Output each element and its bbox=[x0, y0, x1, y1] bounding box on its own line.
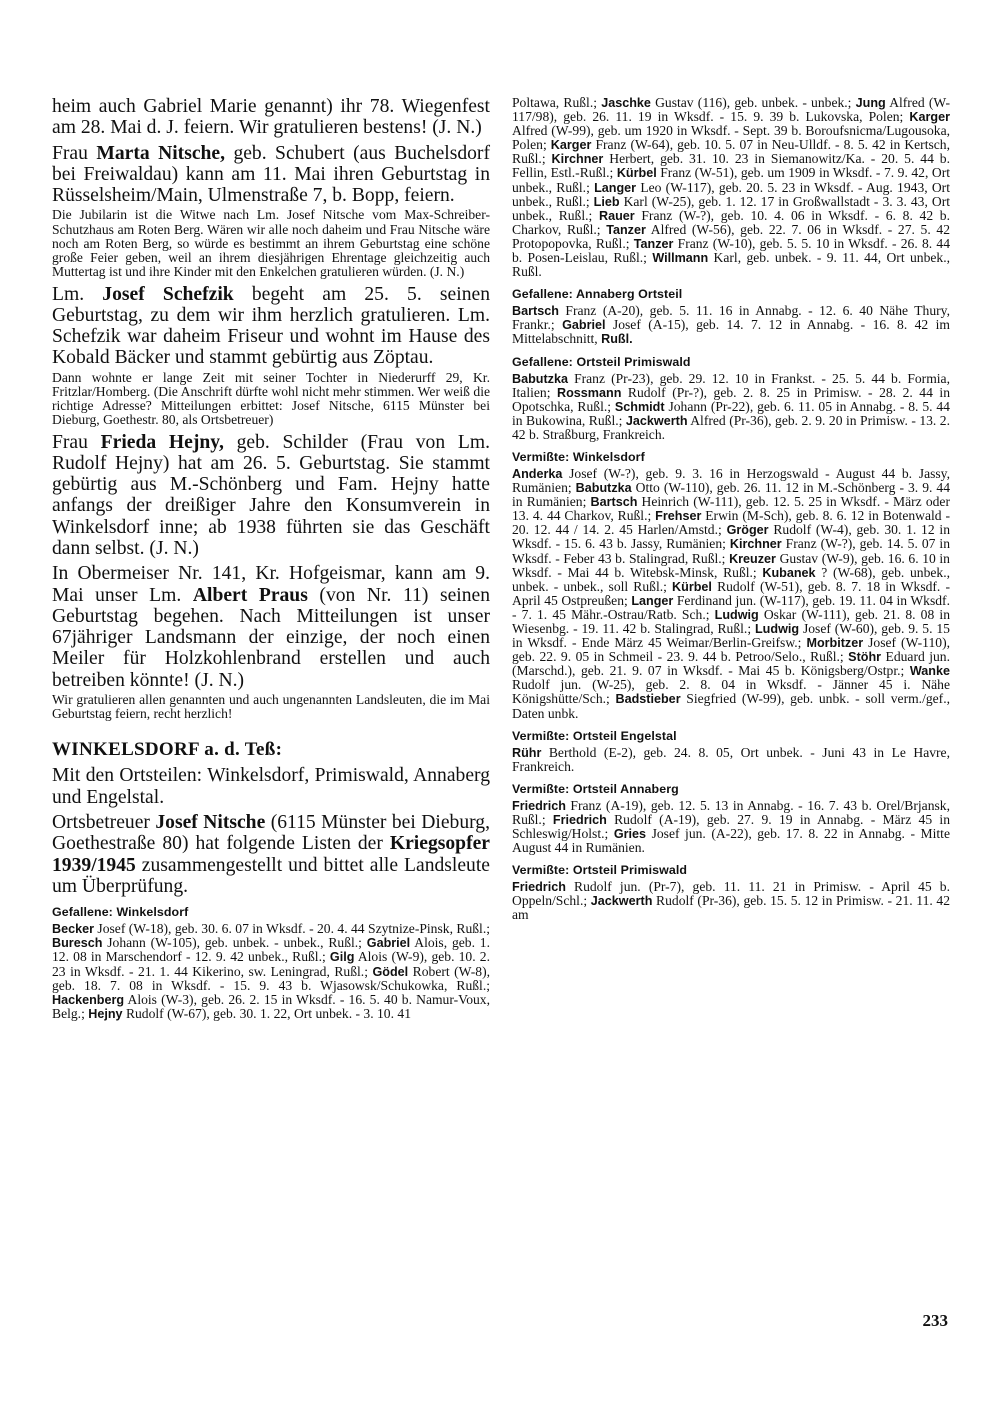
entry-details: Siegfried (W-99), geb. unbk. - soll verm./gef., Daten unbk. bbox=[512, 691, 950, 721]
entry-name: Wanke bbox=[909, 664, 950, 679]
entry-name: Buresch bbox=[52, 936, 103, 951]
entry-name: Schmidt bbox=[614, 399, 665, 414]
entry-details: Robert (W-8), geb. 18. 7. 08 in Wksdf. - 15. 9. 43 b. Wjasowsk/Schukowka, Rußl.; bbox=[52, 963, 491, 993]
entry-name: Anderka bbox=[512, 466, 563, 481]
ortsbetreuer-suffix: zusammengestellt und bittet alle Landsleute um Überprüfung. bbox=[52, 854, 490, 897]
entry-details: Alfred (W-117/98), geb. 26. 11. 19 in Wksdf. - 15. 9. 39 b. Lukovska, Polen; bbox=[512, 95, 950, 125]
ortsbetreuer-mid: (6115 Münster bei Dieburg, Goethestraße 80) hat folgende Listen der bbox=[52, 812, 490, 855]
entry-name: Stöhr bbox=[848, 650, 882, 665]
schefzik-name: Josef Schefzik bbox=[102, 283, 234, 305]
heading-gefallene-annaberg: Gefallene: Annaberg Ortsteil bbox=[512, 287, 683, 302]
schefzik-text: begeht am 25. 5. seinen Geburtstag, zu dem wir ihm herzlich gratulieren. Lm. Schefzik war daheim Friseur und wohnt im Hause des Kobald Bäcker und stammt gebürtig aus Zöptau. bbox=[52, 283, 490, 369]
entry-name: Morbitzer bbox=[806, 636, 864, 651]
intro-paragraph: heim auch Gabriel Marie genannt) ihr 78. Wiegenfest am 28. Mai d. J. feiern. Wir gratulieren bestens! (J. N.) bbox=[52, 96, 490, 139]
entry-details: Franz (A-20), geb. 5. 11. 16 in Annabg. - 12. 6. 40 Nähe Thury, Frankr.; bbox=[512, 303, 950, 333]
heading-gefallene-primiswald: Gefallene: Ortsteil Primiswald bbox=[512, 354, 691, 369]
entry-name: Hejny bbox=[88, 1006, 123, 1021]
entry-details: Berthold (E-2), geb. 24. 8. 05, Ort unbek. - Juni 43 in Le Havre, Frankreich. bbox=[512, 744, 950, 774]
entry-details: Franz (W-?), geb. 10. 4. 06 in Wksdf. - 6. 8. 42 b. Charkov, Rußl.; bbox=[512, 207, 950, 237]
praus-prefix: In Obermeiser Nr. 141, Kr. Hofgeismar, kann am 9. Mai unser Lm. bbox=[52, 563, 490, 606]
birthday-praus bbox=[52, 563, 490, 691]
entry-name: Gröger bbox=[726, 523, 769, 538]
entry-lead-text: Poltawa, Rußl.; bbox=[512, 95, 602, 110]
entry-details: Rudolf (W-67), geb. 30. 1. 22, Ort unbek. - 3. 10. 41 bbox=[122, 1005, 411, 1021]
entry-name: Kürbel bbox=[616, 166, 657, 181]
heading-vermisste-primiswald: Vermißte: Ortsteil Primiswald bbox=[512, 863, 688, 878]
entry-details: Josef (W-110), geb. 22. 9. 05 in Schmeil - 23. 9. 44 b. Petroo/Selo., Rußl.; bbox=[512, 635, 950, 665]
entry-name: Jackwerth bbox=[590, 894, 653, 909]
heading-vermisste-annaberg: Vermißte: Ortsteil Annaberg bbox=[512, 781, 679, 796]
entry-details: Otto (W-110), geb. 26. 11. 12 in M.-Schönberg - 3. 9. 44 in Rumänien; bbox=[512, 480, 950, 510]
list-vermisste-primiswald bbox=[512, 880, 950, 922]
ortsbetreuer-paragraph bbox=[52, 812, 490, 897]
entry-details: Franz (A-19), geb. 12. 5. 13 in Annabg. - 16. 7. 43 b. Orel/Brjansk, Rußl.; bbox=[512, 797, 950, 827]
entry-details: Alois, geb. 1. 12. 08 in Marschendorf - 12. 9. 42 unbek., Rußl.; bbox=[52, 935, 490, 965]
entry-name: Kirchner bbox=[551, 152, 604, 167]
schefzik-prefix: Lm. bbox=[52, 283, 103, 305]
list-vermisste-winkelsdorf bbox=[512, 467, 950, 721]
hejny-text: geb. Schilder (Frau von Lm. Rudolf Hejny) hat am 26. 5. Geburtstag. Sie stammt gebürtig aus M.-Schönberg und Fam. Hejny hatte anfangs der dreißiger Jahre den Konsumverein in Winkelsdorf inne; ab 1938 führten sie das Geschäft dann selbst. (J. N.) bbox=[52, 431, 490, 559]
entry-details: Rudolf jun. (W-25), geb. 2. 8. 04 in Wksdf. - Jänner 45 i. Nähe Königshütte/Sch.; bbox=[512, 677, 950, 707]
entry-name: Gabriel bbox=[562, 318, 606, 333]
ortsbetreuer-prefix: Ortsbetreuer bbox=[52, 812, 156, 834]
entry-name: Kubanek bbox=[762, 565, 816, 580]
section-title-winkelsdorf: WINKELSDORF a. d. Teß: bbox=[52, 739, 283, 761]
entry-name: Karger bbox=[909, 110, 950, 125]
list-gefallene-winkelsdorf bbox=[52, 922, 490, 1021]
entry-details: Franz (W-10), geb. 5. 5. 10 in Wksdf. - 26. 8. 44 b. Posen-Leislau, Rußl.; bbox=[512, 235, 950, 266]
entry-name: Babutzka bbox=[512, 371, 568, 386]
nitsche-name: Marta Nitsche, bbox=[96, 142, 226, 164]
entry-details: Franz (Pr-23), geb. 29. 12. 10 in Frankst. - 25. 5. 44 b. Formia, Italien; bbox=[512, 370, 950, 400]
entry-name: Karger bbox=[550, 138, 592, 153]
entry-details: Alois (W-9), geb. 10. 2. 23 in Wksdf. - 21. 1. 44 Kikerino, sw. Leningrad, Rußl.; bbox=[52, 949, 490, 979]
praus-name: Albert Praus bbox=[192, 584, 308, 606]
hejny-prefix: Frau bbox=[52, 431, 101, 453]
entry-details: Rudolf jun. (Pr-7), geb. 11. 11. 21 in Primisw. - April 45 b. Oppeln/Schl.; bbox=[512, 879, 950, 909]
kriegsopfer-label: Kriegsopfer 1939/1945 bbox=[52, 833, 490, 876]
list-gefallene-primiswald bbox=[512, 372, 950, 442]
entry-details: Franz (W-64), geb. 10. 5. 07 in Neu-Ulldf. - 8. 5. 42 in Kertsch, Rußl.; bbox=[512, 137, 951, 167]
entry-details: Johann (W-105), geb. unbek. - unbek., Rußl.; bbox=[102, 935, 367, 951]
entry-name: Gabriel bbox=[366, 936, 411, 951]
entry-name: Bartsch bbox=[512, 304, 559, 319]
hejny-name: Frieda Hejny, bbox=[100, 431, 224, 453]
list-vermisste-engelstal bbox=[512, 746, 950, 774]
left-column bbox=[52, 96, 490, 1021]
entry-details: Josef jun. (A-22), geb. 17. 8. 22 in Annabg. - Mitte August 44 in Rumänien. bbox=[512, 826, 950, 856]
list-gefallene-winkelsdorf-continued bbox=[512, 96, 950, 279]
list-vermisste-annaberg bbox=[512, 799, 950, 855]
list-gefallene-annaberg bbox=[512, 304, 950, 346]
entry-details: Karl (W-25), geb. 1. 12. 17 in Großwallstadt - 3. 3. 43, Ort unbek., Rußl.; bbox=[512, 193, 950, 223]
birthday-schefzik bbox=[52, 284, 490, 369]
entry-details: Oskar (W-111), geb. 21. 8. 08 in Wiesenbg. - 19. 11. 42 b. Stalingrad, Rußl.; bbox=[512, 606, 950, 636]
entry-name: Jung bbox=[855, 96, 886, 110]
ortsteile-paragraph: Mit den Ortsteilen: Winkelsdorf, Primiswald, Annaberg und Engelstal. bbox=[52, 765, 490, 808]
entry-name: Frehser bbox=[655, 509, 702, 524]
entry-details: Gustav (116), geb. unbek. - unbek.; bbox=[650, 95, 856, 110]
entry-name: Jaschke bbox=[601, 96, 651, 110]
entry-name: Gilg bbox=[329, 950, 355, 965]
nitsche-prefix: Frau bbox=[52, 142, 97, 164]
right-column bbox=[512, 96, 950, 923]
birthday-nitsche-note: Die Jubilarin ist die Witwe nach Lm. Josef Nitsche vom Max-Schreiber-Schutzhaus am Roten Berg. Wären wir alle noch daheim und Frau Nitsche wäre noch am Roten Berg, so würde es bestimmt an ihrem Geburtstag eine schöne große Feier geben, weil an ihrem diesjährigen Ehrentage gleichzeitig auch Muttertag ist und ihre Kinder mit den Enkelchen gratulieren würden. (J. N.) bbox=[52, 207, 490, 280]
entry-details: Rudolf (W-51), geb. 8. 7. 18 in Wksdf. - April 45 Ostpreußen; bbox=[512, 578, 950, 608]
entry-name: Jackwerth bbox=[625, 413, 688, 428]
entry-details: Rudolf (Pr-?), geb. 2. 8. 25 in Primisw. - 28. 2. 44 in Opotschka, Rußl.; bbox=[512, 384, 950, 414]
entry-name: Lieb bbox=[593, 194, 620, 209]
entry-name: Tanzer bbox=[606, 222, 646, 237]
entry-name: Bartsch bbox=[590, 495, 638, 510]
entry-name: Friedrich bbox=[552, 812, 607, 827]
entry-details: Alfred (Pr-36), geb. 2. 9. 20 in Primisw. - 13. 2. 42 b. Straßburg, Frankreich. bbox=[512, 412, 950, 442]
entry-details: Rudolf (Pr-36), geb. 15. 5. 12 in Primisw. - 21. 11. 42 am bbox=[512, 893, 950, 923]
entry-name: Gödel bbox=[372, 964, 409, 979]
entry-details: Josef (W-60), geb. 9. 5. 15 in Wksdf. - Ende März 45 Weimar/Berlin-Greifsw.; bbox=[512, 621, 950, 651]
entry-details: Erwin (M-Sch), geb. 8. 6. 12 in Botenwald - 20. 12. 44 / 14. 2. 45 Harlen/Amstd.; bbox=[512, 508, 950, 538]
heading-vermisste-winkelsdorf: Vermißte: Winkelsdorf bbox=[512, 449, 645, 464]
praus-text: (von Nr. 11) seinen Geburtstag begehen. Nach Mitteilungen ist unser 67jähriger Landsmann der einzige, der noch einen Meiler für Holzkohlenbrand erstellen und auch betreiben könnte! (J. N.) bbox=[52, 584, 491, 691]
birthday-hejny bbox=[52, 432, 490, 560]
entry-details: Johann (Pr-22), geb. 6. 11. 05 in Annabg. - 8. 5. 44 in Bukowina, Rußl.; bbox=[512, 398, 950, 428]
entry-name: Rossmann bbox=[557, 385, 622, 400]
entry-details: Heinrich (W-111), geb. 12. 5. 25 in Wksdf. - März oder 13. 4. 44 Charkov, Rußl.; bbox=[512, 494, 950, 524]
entry-details: Franz (W-?), geb. 14. 5. 07 in Wksdf. - Feber 43 b. Stalingrad, Rußl.; bbox=[512, 536, 950, 566]
entry-name: Babutzka bbox=[575, 481, 632, 496]
birthday-nitsche bbox=[52, 143, 490, 207]
entry-details: Alois (W-3), geb. 26. 2. 15 in Wksdf. - 16. 5. 40 b. Namur-Voux, Belg.; bbox=[52, 991, 490, 1021]
nitsche-text: geb. Schubert (aus Buchelsdorf bei Freiwaldau) kann am 11. Mai ihren Geburtstag in Rüsselsheim/Main, Ulmenstraße 7, b. Bopp, feiern. bbox=[52, 142, 490, 207]
entry-details: Alfred (W-99), geb. um 1920 in Wksdf. - Sept. 39 b. Boroufsnicma/Lugousoka, Polen; bbox=[512, 123, 950, 153]
entry-details: Josef (W-?), geb. 9. 3. 16 in Herzogswald - August 44 b. Jassy, Rumänien; bbox=[512, 465, 950, 496]
entry-name: Friedrich bbox=[512, 880, 566, 895]
entry-details: Josef (W-18), geb. 30. 6. 07 in Wksdf. - 20. 4. 44 Szytnize-Pinsk, Rußl.; bbox=[94, 921, 490, 937]
entry-details: Leo (W-117), geb. 20. 5. 23 in Wksdf. - Aug. 1943, Ort unbek., Rußl.; bbox=[512, 179, 950, 209]
entry-name: Rühr bbox=[512, 745, 542, 760]
entry-details: Herbert, geb. 31. 10. 23 in Siemanowitz/Ka. - 20. 5. 44 b. Fellin, Estl.-Rußl.; bbox=[512, 151, 951, 181]
entry-details: Eduard jun. (Marschd.), geb. 21. 9. 07 in Wksdf. - Mai 45 b. Königsberg/Ostpr.; bbox=[512, 649, 950, 679]
entry-name: Langer bbox=[594, 180, 637, 195]
closing-greeting: Wir gratulieren allen genannten und auch ungenannten Landsleuten, die im Mai Geburtstag feiern, recht herzlich! bbox=[52, 692, 490, 722]
entry-name: Badstieber bbox=[615, 692, 681, 707]
entry-name: Gries bbox=[613, 827, 647, 842]
entry-name: Willmann bbox=[652, 251, 709, 266]
entry-details: Rudolf (W-4), geb. 30. 1. 12 in Wksdf. - 15. 6. 43 b. Jassy, Rumänien; bbox=[512, 522, 951, 552]
entry-name: Kirchner bbox=[729, 537, 782, 552]
entry-name: Friedrich bbox=[512, 798, 566, 813]
entry-name: Becker bbox=[52, 922, 95, 937]
entry-name: Rußl. bbox=[601, 332, 633, 347]
entry-name: Kreuzer bbox=[729, 551, 776, 566]
entry-details: ? (W-68), geb. unbek., unbek. - unbek., soll Rußl.; bbox=[512, 564, 950, 594]
entry-name: Kürbel bbox=[672, 579, 712, 594]
page-number: 233 bbox=[922, 1311, 948, 1330]
entry-details: Ferdinand jun. (W-117), geb. 19. 11. 04 in Wksdf. - 7. 1. 45 Mähr.-Ostrau/Ratb. Sch.; bbox=[512, 592, 950, 622]
entry-name: Ludwig bbox=[754, 622, 800, 636]
entry-details: Josef (A-15), geb. 14. 7. 12 in Annabg. - 16. 8. 42 im Mittelabschnitt, bbox=[512, 317, 950, 347]
entry-name: Tanzer bbox=[633, 236, 674, 251]
entry-name: Hackenberg bbox=[52, 992, 125, 1007]
entry-name: Langer bbox=[631, 593, 674, 608]
entry-details: Franz (W-51), geb. um 1909 in Wksdf. - 7. 9. 42, Ort unbek., Rußl.; bbox=[512, 165, 950, 195]
entry-name: Rauer bbox=[598, 208, 635, 223]
entry-details: Gustav (W-9), geb. 16. 6. 10 in Wksdf. - Mai 44 b. Witebsk-Minsk, Rußl.; bbox=[512, 550, 950, 580]
entry-name: Ludwig bbox=[714, 607, 759, 622]
ortsbetreuer-name: Josef Nitsche bbox=[155, 812, 266, 834]
entry-details: Karl, geb. unbek. - 9. 11. 44, Ort unbek., Rußl. bbox=[512, 250, 950, 280]
birthday-schefzik-note: Dann wohnte er lange Zeit mit seiner Tochter in Niederurff 29, Kr. Fritzlar/Homberg. (Die Anschrift dürfte wohl nicht mehr stimmen. Wer weiß die richtige Adresse? Mitteilungen erbittet: Josef Nitsche, 6115 Münster bei Dieburg, Goethestr. 80, als Ortsbetreuer) bbox=[52, 369, 490, 428]
heading-gefallene-winkelsdorf: Gefallene: Winkelsdorf bbox=[52, 905, 189, 920]
entry-details: Alfred (W-56), geb. 22. 7. 06 in Wksdf. - 27. 5. 42 Protopopovka, Rußl.; bbox=[512, 221, 950, 251]
entry-details: Rudolf (A-19), geb. 27. 9. 19 in Annabg. - März 45 in Schleswig/Holst.; bbox=[512, 811, 951, 842]
heading-vermisste-engelstal: Vermißte: Ortsteil Engelstal bbox=[512, 728, 677, 743]
